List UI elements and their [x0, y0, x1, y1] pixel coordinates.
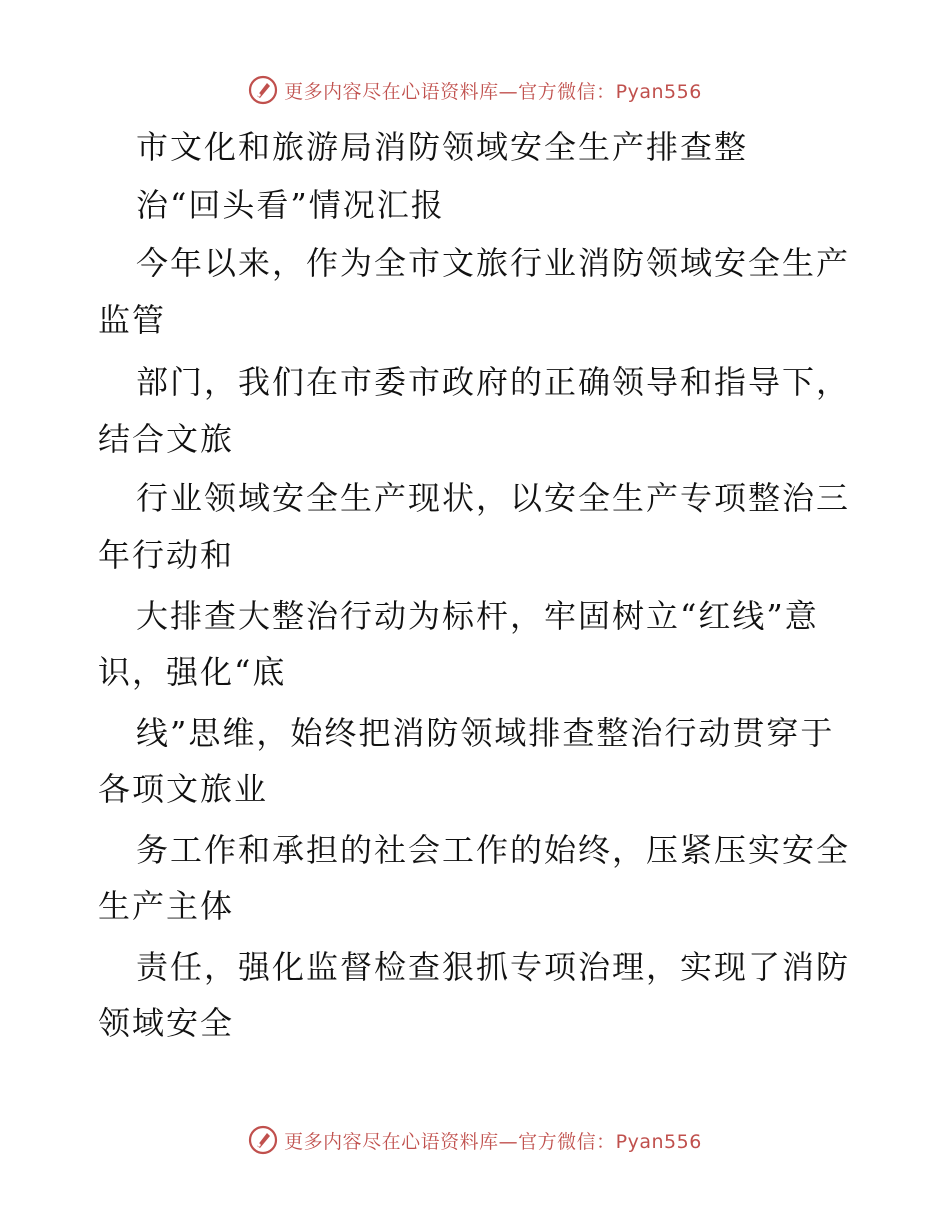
paragraph-line: 责任，强化监督检查狠抓专项治理，实现了消防 [136, 948, 851, 986]
watermark-text: 更多内容尽在心语资料库—官方微信：Pyan556 [284, 1130, 702, 1153]
paragraph-line: 结合文旅 [98, 420, 235, 458]
paragraph-line: 各项文旅业 [98, 770, 269, 808]
title-line-2: 治“回头看”情况汇报 [136, 186, 445, 224]
pen-nib-circle-icon [248, 75, 278, 105]
pen-nib-circle-icon [248, 1125, 278, 1155]
watermark-group [248, 1125, 702, 1155]
paragraph-line: 生产主体 [98, 887, 235, 925]
paragraph-line: 大排查大整治行动为标杆，牢固树立“红线”意 [136, 597, 819, 635]
paragraph-line: 年行动和 [98, 536, 235, 574]
watermark-group [248, 75, 702, 105]
title-line-1: 市文化和旅游局消防领域安全生产排查整 [136, 128, 749, 166]
footer-watermark [0, 1120, 950, 1160]
paragraph-line: 领域安全 [98, 1004, 235, 1042]
paragraph-line: 监管 [98, 301, 167, 339]
paragraph-line: 行业领域安全生产现状，以安全生产专项整治三 [136, 479, 851, 517]
paragraph-line: 线”思维，始终把消防领域排查整治行动贯穿于 [136, 714, 835, 752]
paragraph-line: 今年以来，作为全市文旅行业消防领域安全生产 [136, 244, 851, 282]
watermark-text: 更多内容尽在心语资料库—官方微信：Pyan556 [284, 80, 702, 103]
paragraph-line: 部门，我们在市委市政府的正确领导和指导下， [136, 363, 851, 401]
paragraph-line: 务工作和承担的社会工作的始终，压紧压实安全 [136, 831, 851, 869]
header-watermark [0, 70, 950, 110]
paragraph-line: 识，强化“底 [98, 653, 287, 691]
